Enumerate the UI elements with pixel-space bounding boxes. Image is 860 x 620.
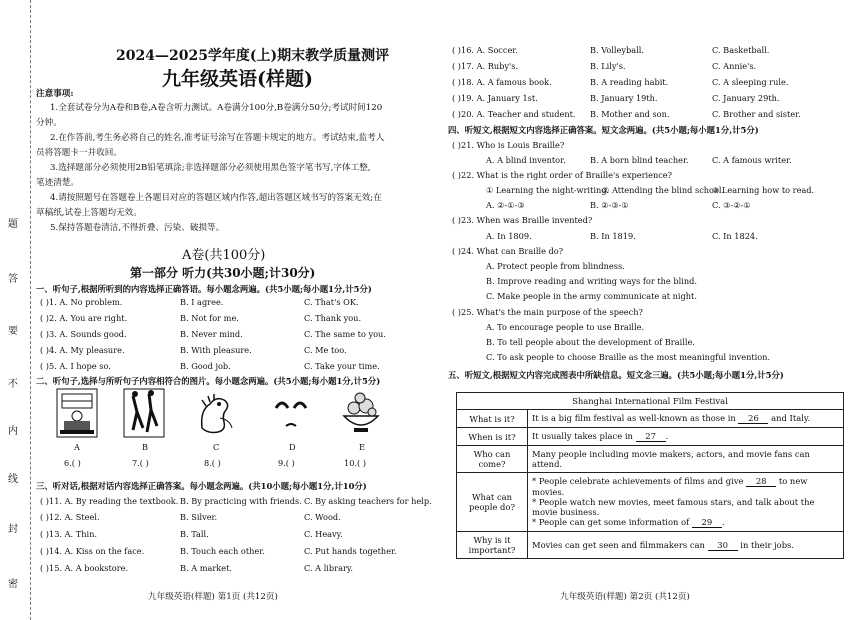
- q22-opt-a: A. ②-①-③: [486, 200, 525, 210]
- q1-b: B. I agree.: [180, 297, 224, 307]
- q23-opt-b: B. In 1819.: [590, 231, 636, 241]
- q12-c: C. Wood.: [304, 512, 341, 522]
- note-line: 4.请按照题号在答题卷上各题目对应的答题区域内作答,超出答题区域书写的答案无效;在: [50, 193, 382, 203]
- q11-a: ( )11. A. By reading the textbook.: [40, 496, 179, 506]
- q25-opt-b: B. To tell people about the development of Braille.: [486, 337, 695, 347]
- q4-c: C. Me too.: [304, 345, 347, 355]
- exam-title: 2024—2025学年度(上)期末教学质量测评: [116, 48, 390, 64]
- q20-c: C. Brother and sister.: [712, 109, 801, 119]
- seal-char: 内: [8, 426, 18, 437]
- blank-27[interactable]: 27: [636, 431, 666, 442]
- q19-a: ( )19. A. January 1st.: [452, 93, 538, 103]
- section3-heading: 三、听对话,根据对话内容选择正确答案。每小题念两遍。(共10小题;每小题1分,计10分): [36, 481, 367, 491]
- q19-c: C. January 29th.: [712, 93, 780, 103]
- q15-c: C. A library.: [304, 563, 354, 573]
- q24-stem: ( )24. What can Braille do?: [452, 246, 564, 256]
- row-when-value: [528, 428, 844, 446]
- seal-char: 密: [8, 579, 18, 590]
- q18-c: C. A sleeping rule.: [712, 77, 789, 87]
- picture-b-runners-icon: [123, 388, 165, 438]
- q3-c: C. The same to you.: [304, 329, 386, 339]
- blank-28[interactable]: 28: [746, 476, 776, 487]
- note-line: 分钟。: [36, 118, 62, 128]
- row-do-text-b: to new movies.: [532, 476, 808, 497]
- pic-blank-8[interactable]: 8.( ): [204, 458, 221, 468]
- q5-c: C. Take your time.: [304, 361, 380, 371]
- seal-char: 题: [8, 219, 18, 230]
- q22-step-2: ② Attending the blind school.: [602, 185, 725, 195]
- notes-heading: 注意事项:: [36, 89, 74, 99]
- q12-b: B. Silver.: [180, 512, 218, 522]
- seal-char: 答: [8, 274, 18, 285]
- q21-opt-c: C. A famous writer.: [712, 155, 792, 165]
- pic-letter-e: E: [359, 442, 365, 452]
- row-do-text-a: * People celebrate achievements of films and give: [532, 476, 744, 486]
- q22-stem: ( )22. What is the right order of Braille's experience?: [452, 170, 673, 180]
- q11-b: B. By practicing with friends.: [180, 496, 302, 506]
- q22-step-1: ① Learning the night-writing.: [486, 185, 610, 195]
- q20-a: ( )20. A. Teacher and student.: [452, 109, 576, 119]
- row-what-label: What is it?: [457, 410, 528, 428]
- pic-letter-c: C: [213, 442, 220, 452]
- note-line: 5.保持答题卷清洁,不得折叠、污染、破损等。: [50, 223, 225, 233]
- row-do-text-d: * People can get some information of: [532, 517, 690, 527]
- q5-b: B. Good job.: [180, 361, 231, 371]
- q21-stem: ( )21. Who is Louis Braille?: [452, 140, 565, 150]
- q2-c: C. Thank you.: [304, 313, 362, 323]
- q21-opt-b: B. A born blind teacher.: [590, 155, 689, 165]
- q14-a: ( )14. A. Kiss on the face.: [40, 546, 145, 556]
- q20-b: B. Mother and son.: [590, 109, 670, 119]
- q13-c: C. Heavy.: [304, 529, 343, 539]
- blank-30[interactable]: 30: [708, 540, 738, 551]
- note-line: 2.在作答前,考生务必将自己的姓名,准考证号涂写在答题卡规定的地方。考试结束,监考人: [50, 133, 385, 143]
- q18-a: ( )18. A. A famous book.: [452, 77, 552, 87]
- q11-c: C. By asking teachers for help.: [304, 496, 432, 506]
- q21-opt-a: A. A blind inventor.: [486, 155, 566, 165]
- q17-a: ( )17. A. Ruby's.: [452, 61, 519, 71]
- pic-blank-6[interactable]: 6.( ): [64, 458, 81, 468]
- q22-opt-b: B. ②-③-①: [590, 200, 629, 210]
- q18-b: B. A reading habit.: [590, 77, 669, 87]
- row-who-label: Who can come?: [457, 446, 528, 473]
- seal-char: 线: [8, 474, 18, 485]
- note-line: 草稿纸,试卷上答题均无效。: [36, 208, 142, 218]
- q25-opt-c: C. To ask people to choose Braille as the most meaningful invention.: [486, 352, 771, 362]
- pic-blank-7[interactable]: 7.( ): [132, 458, 149, 468]
- pic-blank-10[interactable]: 10.( ): [344, 458, 367, 468]
- row-what-text-a: It is a big film festival as well-known as those in: [532, 413, 736, 423]
- q1-c: C. That's OK.: [304, 297, 359, 307]
- section2-heading: 二、听句子,选择与所听句子内容相符合的图片。每小题念两遍。(共5小题;每小题1分,计5分): [36, 376, 381, 386]
- q2-a: ( )2. A. You are right.: [40, 313, 128, 323]
- row-what-text-b: and Italy.: [771, 413, 811, 423]
- picture-a-sleeping-icon: [56, 388, 98, 438]
- row-what-value: [528, 410, 844, 428]
- part1-heading: 第一部分 听力(共30小题;计30分): [130, 266, 316, 280]
- row-do-label: What can people do?: [457, 473, 528, 532]
- q5-a: ( )5. A. I hope so.: [40, 361, 111, 371]
- section1-heading: 一、听句子,根据所听到的内容选择正确答语。每小题念两遍。(共5小题;每小题1分,计5分): [36, 284, 372, 294]
- q25-opt-a: A. To encourage people to use Braille.: [486, 322, 645, 332]
- row-when-label: When is it?: [457, 428, 528, 446]
- q3-b: B. Never mind.: [180, 329, 243, 339]
- q22-step-3: ③ Learning how to read.: [712, 185, 815, 195]
- pic-blank-9[interactable]: 9.( ): [278, 458, 295, 468]
- row-do-value: [528, 473, 844, 532]
- q24-opt-b: B. Improve reading and writing ways for the blind.: [486, 276, 697, 286]
- row-do-text-c: * People watch new movies, meet famous stars, and talk about the movie business.: [532, 497, 815, 517]
- q4-a: ( )4. A. My pleasure.: [40, 345, 125, 355]
- seal-char: 要: [8, 326, 18, 337]
- q17-c: C. Annie's.: [712, 61, 757, 71]
- section5-heading: 五、听短文,根据短文内容完成图表中所缺信息。短文念三遍。(共5小题;每小题1分,计5分): [448, 370, 784, 380]
- q23-opt-c: C. In 1824.: [712, 231, 758, 241]
- row-why-text-a: Movies can get seen and filmmakers can: [532, 539, 705, 550]
- note-line: 3.选择题部分必须使用2B铅笔填涂;非选择题部分必须使用黑色签字笔书写,字体工整,: [50, 163, 371, 173]
- seal-char: 封: [8, 524, 18, 535]
- q14-c: C. Put hands together.: [304, 546, 397, 556]
- exam-subtitle: 九年级英语(样题): [162, 68, 313, 90]
- row-who-value: Many people including movie makers, actors, and movie fans can attend.: [528, 446, 844, 473]
- section4-heading: 四、听短文,根据短文内容选择正确答案。短文念两遍。(共5小题;每小题1分,计5分): [448, 125, 759, 135]
- note-line: 员将答题卡一并收回。: [36, 148, 122, 158]
- pic-letter-b: B: [142, 442, 149, 452]
- q3-a: ( )3. A. Sounds good.: [40, 329, 127, 339]
- page1-footer: 九年级英语(样题) 第1页 (共12页): [148, 592, 278, 602]
- q24-opt-c: C. Make people in the army communicate at night.: [486, 291, 697, 301]
- q1-a: ( )1. A. No problem.: [40, 297, 123, 307]
- q17-b: B. Lily's.: [590, 61, 626, 71]
- q16-b: B. Volleyball.: [590, 45, 644, 55]
- q4-b: B. With pleasure.: [180, 345, 252, 355]
- pic-letter-a: A: [74, 442, 80, 452]
- q16-c: C. Basketball.: [712, 45, 770, 55]
- page2-footer: 九年级英语(样题) 第2页 (共12页): [560, 592, 690, 602]
- note-line: 笔迹清楚。: [36, 178, 79, 188]
- q23-stem: ( )23. When was Braille invented?: [452, 215, 593, 225]
- row-why-label: Why is it important?: [457, 532, 528, 559]
- q12-a: ( )12. A. Steel.: [40, 512, 100, 522]
- row-do-text-e: .: [721, 517, 725, 527]
- note-line: 1.全套试卷分为A卷和B卷,A卷含听力测试。A卷满分100分,B卷满分50分;考试时间120: [50, 103, 383, 113]
- q13-a: ( )13. A. Thin.: [40, 529, 97, 539]
- q2-b: B. Not for me.: [180, 313, 239, 323]
- picture-c-dinosaur-icon: [194, 388, 236, 438]
- seal-line-strip: [0, 0, 31, 620]
- q25-stem: ( )25. What's the main purpose of the speech?: [452, 307, 643, 317]
- q19-b: B. January 19th.: [590, 93, 658, 103]
- q16-a: ( )16. A. Soccer.: [452, 45, 518, 55]
- blank-26[interactable]: 26: [738, 413, 768, 424]
- q14-b: B. Touch each other.: [180, 546, 265, 556]
- q23-opt-a: A. In 1809.: [486, 231, 532, 241]
- pic-letter-d: D: [289, 442, 296, 452]
- row-when-text-a: It usually takes place in: [532, 431, 633, 441]
- q24-opt-a: A. Protect people from blindness.: [486, 261, 625, 271]
- film-festival-table: [456, 392, 844, 559]
- row-when-text-b: .: [665, 431, 669, 441]
- q22-opt-c: C. ③-②-①: [712, 200, 751, 210]
- q15-a: ( )15. A. A bookstore.: [40, 563, 129, 573]
- juan-a-heading: A卷(共100分): [182, 248, 266, 263]
- picture-d-face-icon: [270, 388, 312, 438]
- q13-b: B. Tall.: [180, 529, 209, 539]
- row-why-value: [528, 532, 844, 559]
- row-why-text-b: in their jobs.: [740, 539, 795, 550]
- table-title: Shanghai International Film Festival: [457, 393, 844, 410]
- q15-b: B. A market.: [180, 563, 232, 573]
- seal-char: 不: [8, 379, 18, 390]
- picture-e-food-bowl-icon: [340, 388, 382, 438]
- blank-29[interactable]: 29: [692, 517, 722, 528]
